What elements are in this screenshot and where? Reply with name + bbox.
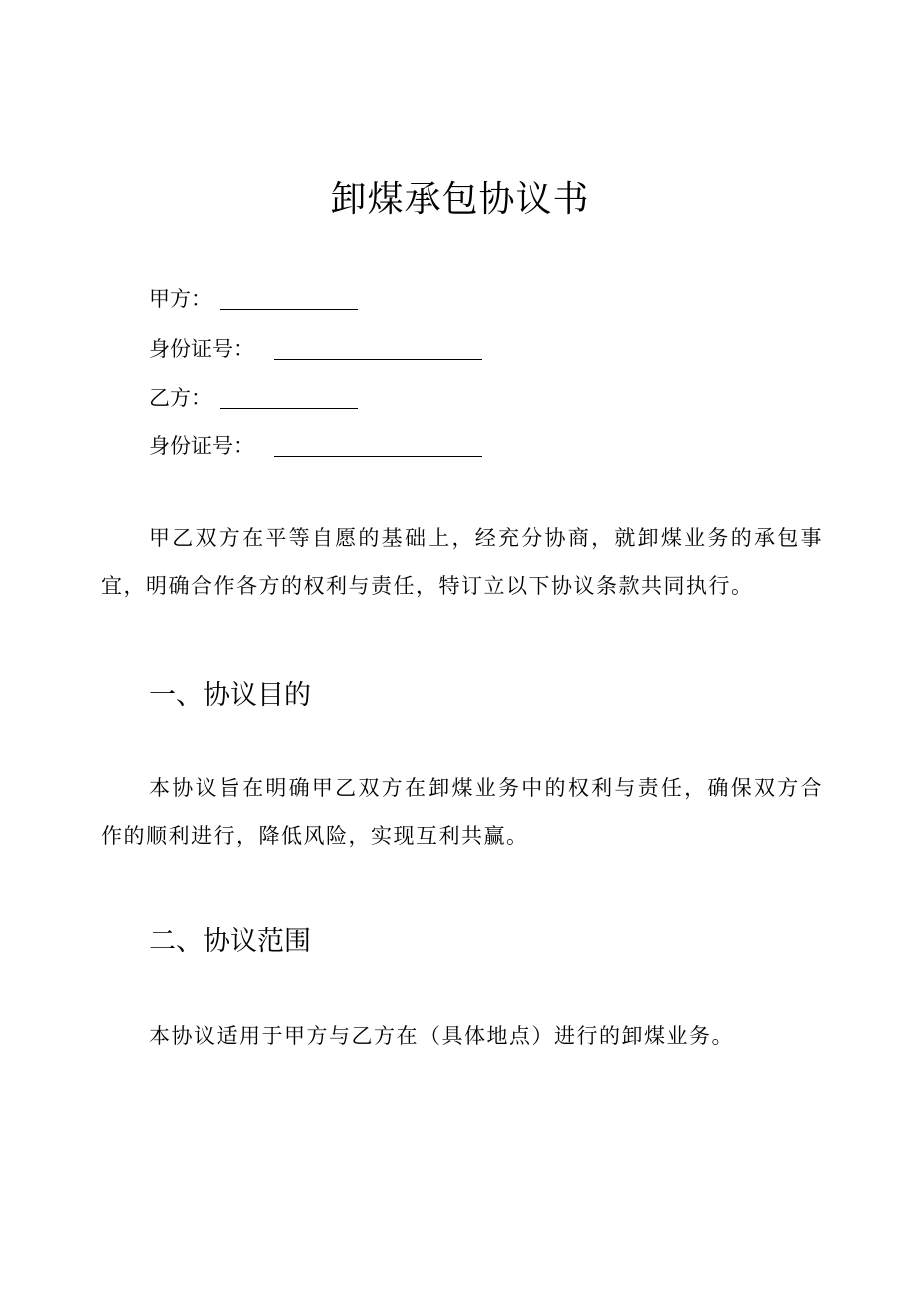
party-b-line (149, 383, 358, 413)
party-b-label: 乙方： (149, 386, 212, 410)
party-b-blank (220, 386, 358, 409)
intro-paragraph: 甲乙双方在平等自愿的基础上，经充分协商，就卸煤业务的承包事宜，明确合作各方的权利与责任，特订立以下协议条款共同执行。 (101, 526, 823, 598)
party-a-id-label: 身份证号： (149, 337, 254, 361)
section-body-purpose: 本协议旨在明确甲乙双方在卸煤业务中的权利与责任，确保双方合作的顺利进行，降低风险，实现互利共赢。 (101, 776, 823, 848)
section-heading-scope: 二、协议范围 (149, 926, 311, 957)
party-b-id-blank (274, 434, 482, 457)
section-heading-purpose: 一、协议目的 (149, 680, 311, 711)
party-a-label: 甲方： (149, 287, 212, 311)
document-title: 卸煤承包协议书 (330, 179, 590, 220)
party-a-blank (220, 287, 358, 310)
party-b-id-label: 身份证号： (149, 434, 254, 458)
party-b-id-line (149, 431, 482, 461)
section-body-scope: 本协议适用于甲方与乙方在（具体地点）进行的卸煤业务。 (149, 1024, 734, 1048)
party-a-line (149, 284, 358, 314)
party-a-id-blank (274, 337, 482, 360)
party-a-id-line (149, 334, 482, 364)
